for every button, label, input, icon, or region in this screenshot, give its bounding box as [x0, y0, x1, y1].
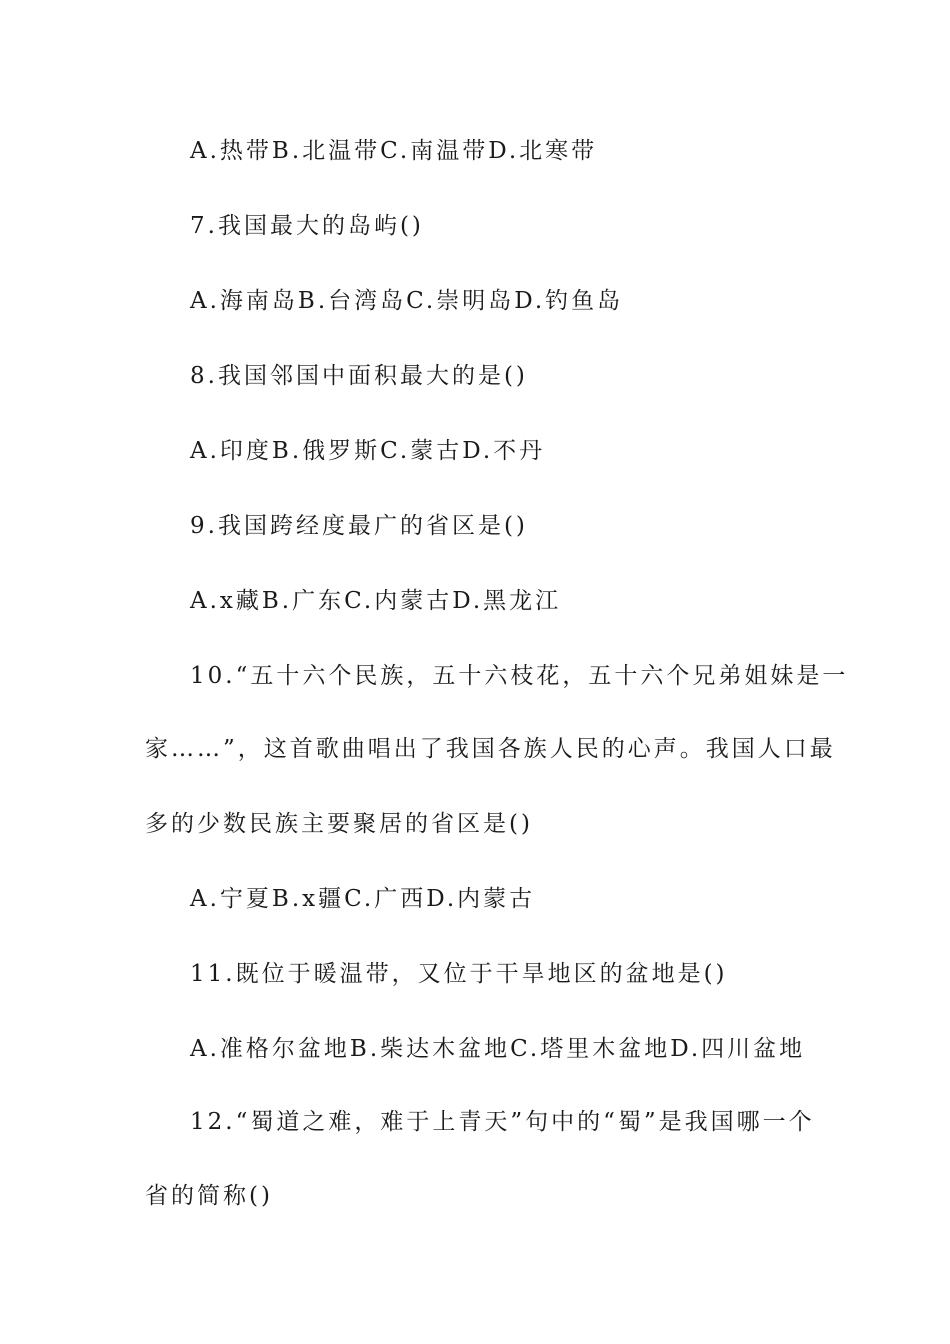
- q10-question-line-1: 10.“五十六个民族，五十六枝花，五十六个兄弟姐妹是一: [190, 663, 849, 689]
- q8-options: A.印度B.俄罗斯C.蒙古D.不丹: [190, 438, 546, 464]
- q6-options: A.热带B.北温带C.南温带D.北寒带: [190, 138, 598, 164]
- q10-options: A.宁夏B.x疆C.广西D.内蒙古: [190, 886, 536, 912]
- q11-options: A.准格尔盆地B.柴达木盆地C.塔里木盆地D.四川盆地: [190, 1036, 806, 1062]
- q12-question-line-1: 12.“蜀道之难，难于上青天”句中的“蜀”是我国哪一个: [190, 1109, 815, 1135]
- q8-question: 8.我国邻国中面积最大的是(): [190, 363, 528, 389]
- q9-question: 9.我国跨经度最广的省区是(): [190, 513, 528, 539]
- q11-question: 11.既位于暖温带，又位于干旱地区的盆地是(): [190, 961, 728, 987]
- q12-question-line-2: 省的简称(): [145, 1183, 273, 1209]
- q9-options: A.x藏B.广东C.内蒙古D.黑龙江: [190, 588, 562, 614]
- q7-question: 7.我国最大的岛屿(): [190, 213, 424, 239]
- q7-options: A.海南岛B.台湾岛C.崇明岛D.钓鱼岛: [190, 288, 624, 314]
- q10-question-line-3: 多的少数民族主要聚居的省区是(): [145, 811, 533, 837]
- q10-question-line-2: 家……”，这首歌曲唱出了我国各族人民的心声。我国人口最: [145, 736, 836, 762]
